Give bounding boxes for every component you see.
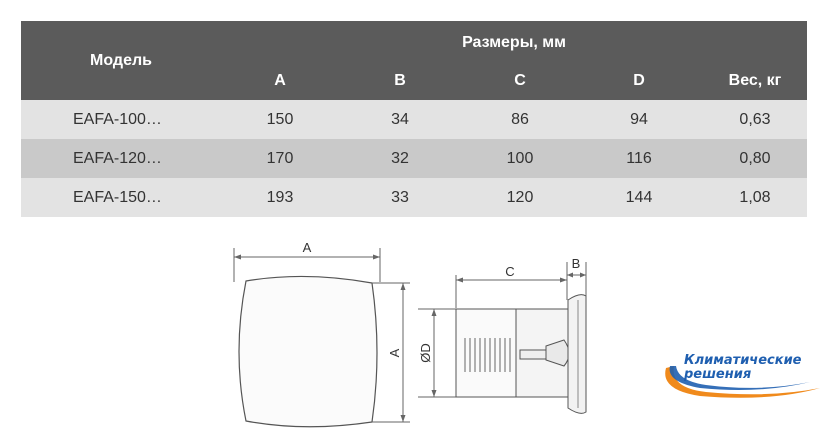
column-header-d: D xyxy=(633,72,645,89)
value-cell: 33 xyxy=(391,189,409,206)
motor-shaft xyxy=(520,350,546,359)
height-label-a: A xyxy=(387,348,402,358)
logo-line-1: Климатические xyxy=(684,353,802,368)
value-cell: 86 xyxy=(511,111,529,128)
value-cell: 120 xyxy=(506,189,534,206)
column-header-weight: Вес, кг xyxy=(728,72,782,89)
model-column-header: Модель xyxy=(90,51,152,69)
value-cell: 0,63 xyxy=(739,111,771,128)
front-view xyxy=(234,240,410,427)
value-cell: 94 xyxy=(630,111,648,128)
value-cell: 170 xyxy=(266,150,294,167)
model-cell: EAFA-100… xyxy=(73,111,162,128)
flange-label-b: B xyxy=(571,256,581,271)
side-view xyxy=(418,256,586,413)
value-cell: 116 xyxy=(626,150,652,167)
column-header-c: C xyxy=(514,72,526,89)
depth-label-c: C xyxy=(505,264,515,279)
model-cell: EAFA-120… xyxy=(73,150,162,167)
model-cell: EAFA-150… xyxy=(73,189,162,206)
front-flange xyxy=(568,295,586,414)
value-cell: 1,08 xyxy=(739,189,771,206)
column-header-a: A xyxy=(274,72,286,89)
column-header-b: B xyxy=(394,72,406,89)
front-panel xyxy=(239,276,377,426)
value-cell: 193 xyxy=(266,189,294,206)
value-cell: 32 xyxy=(391,150,409,167)
value-cell: 150 xyxy=(266,111,294,128)
value-cell: 100 xyxy=(506,150,534,167)
value-cell: 144 xyxy=(625,189,653,206)
dimensions-group-header: Размеры, мм xyxy=(462,34,566,51)
value-cell: 34 xyxy=(391,111,409,128)
diameter-label-d: ØD xyxy=(418,343,433,363)
brand-logo xyxy=(660,352,830,402)
logo-line-2: решения xyxy=(684,367,752,382)
value-cell: 0,80 xyxy=(739,150,771,167)
width-label-a: A xyxy=(302,240,312,255)
